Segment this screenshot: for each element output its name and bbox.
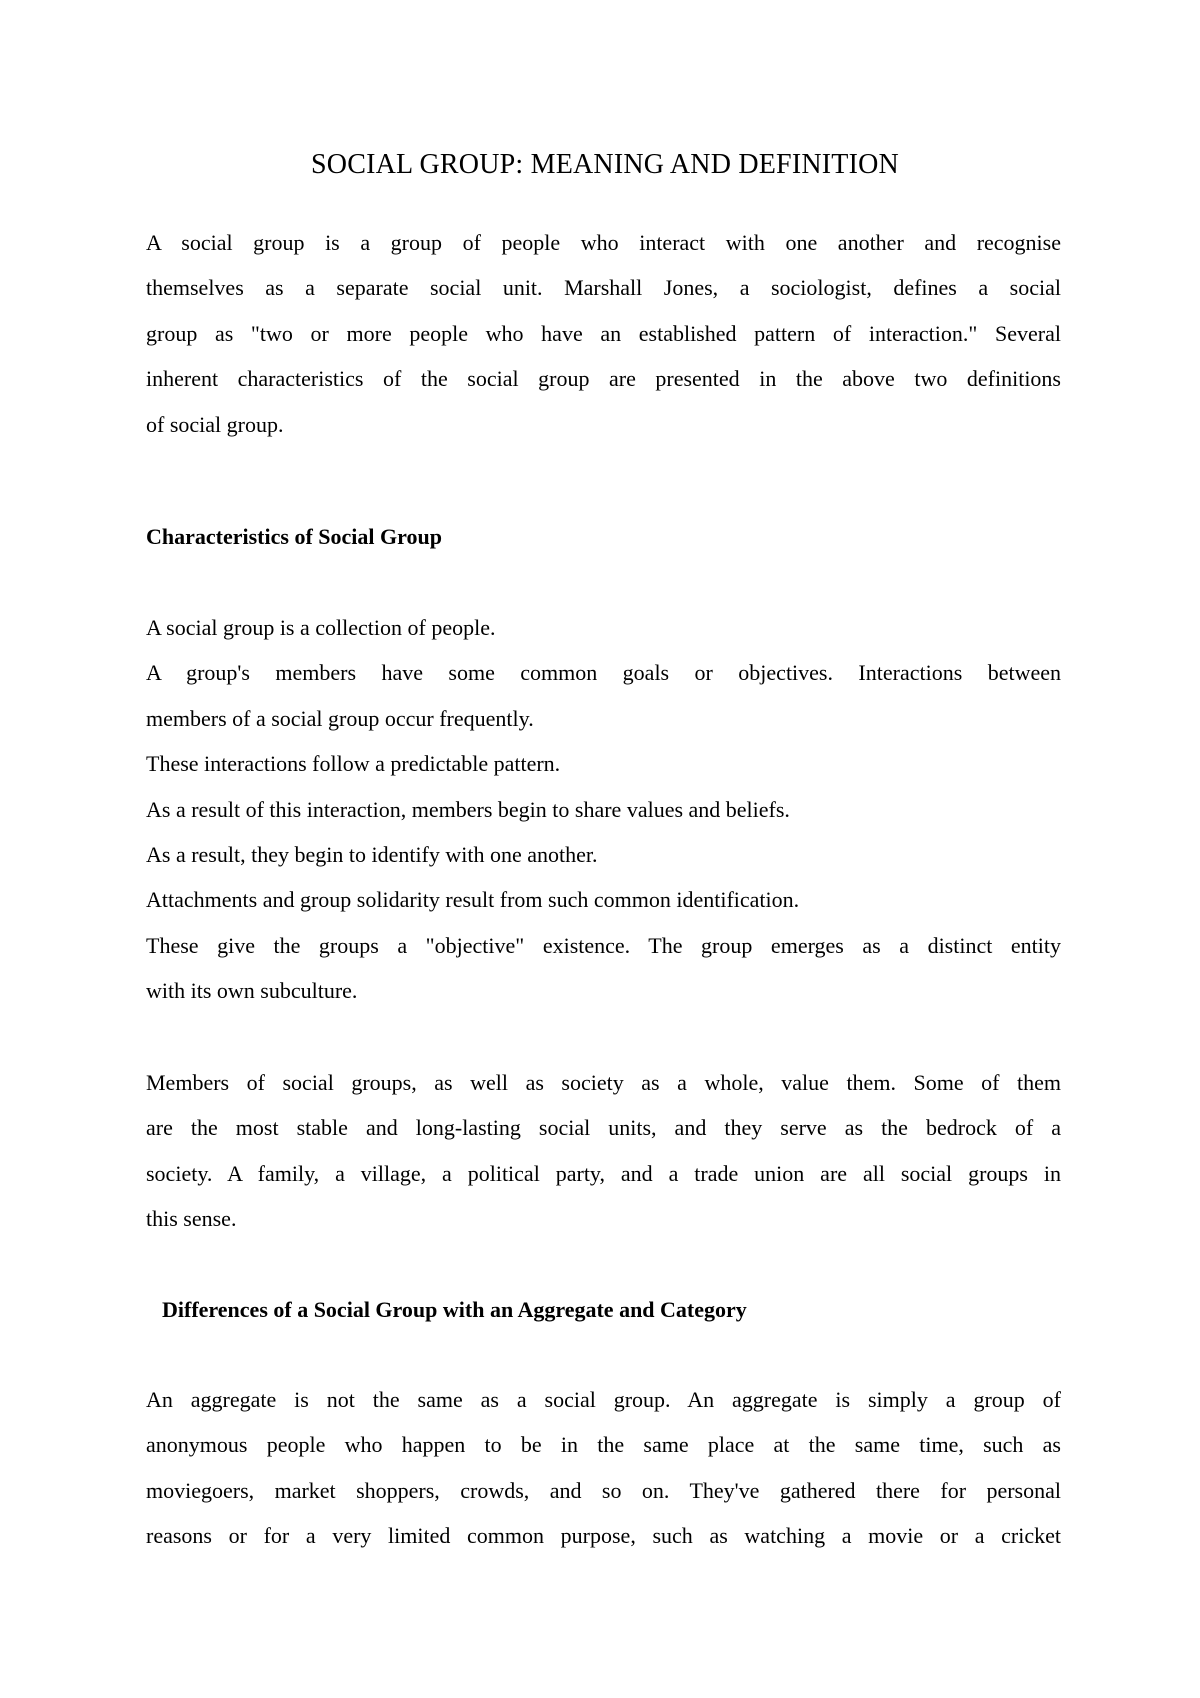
intro-line: A social group is a group of people who interact with one another and recognise: [146, 230, 1061, 255]
differences-heading: Differences of a Social Group with an Aggregate and Category: [162, 1297, 747, 1322]
members-line: Members of social groups, as well as society as a whole, value them. Some of them: [146, 1070, 1061, 1095]
intro-line: themselves as a separate social unit. Marshall Jones, a sociologist, defines a social: [146, 275, 1061, 301]
members-line: are the most stable and long-lasting social units, and they serve as the bedrock of a: [146, 1115, 1061, 1141]
characteristic-line: These interactions follow a predictable pattern.: [146, 751, 561, 777]
intro-line: group as "two or more people who have an established pattern of interaction." Several: [146, 320, 1061, 346]
characteristic-line: A social group is a collection of people.: [146, 615, 496, 640]
differences-paragraph: [146, 1377, 1061, 1559]
differences-line: reasons or for a very limited common purpose, such as watching a movie or a cricket: [146, 1523, 1061, 1549]
characteristic-line: members of a social group occur frequently.: [146, 705, 534, 731]
members-line: this sense.: [146, 1206, 237, 1232]
characteristic-line: As a result, they begin to identify with one another.: [146, 841, 598, 867]
intro-line: inherent characteristics of the social group are presented in the above two definitions: [146, 366, 1061, 392]
characteristic-line: A group's members have some common goals or objectives. Interactions between: [146, 660, 1061, 686]
differences-line: moviegoers, market shoppers, crowds, and so on. They've gathered there for personal: [146, 1477, 1061, 1503]
characteristic-line: These give the groups a "objective" existence. The group emerges as a distinct entity: [146, 932, 1061, 958]
differences-line: anonymous people who happen to be in the same place at the same time, such as: [146, 1432, 1061, 1458]
characteristics-list: [146, 605, 1061, 1014]
characteristic-line: with its own subculture.: [146, 978, 358, 1004]
characteristic-line: As a result of this interaction, members begin to share values and beliefs.: [146, 796, 790, 822]
differences-line: An aggregate is not the same as a social group. An aggregate is simply a group of: [146, 1387, 1061, 1412]
intro-line: of social group.: [146, 411, 284, 437]
intro-paragraph: [146, 220, 1061, 447]
members-paragraph: [146, 1060, 1061, 1242]
members-line: society. A family, a village, a political party, and a trade union are all social groups in: [146, 1160, 1061, 1186]
characteristic-line: Attachments and group solidarity result from such common identification.: [146, 887, 800, 913]
document-title: SOCIAL GROUP: MEANING AND DEFINITION: [311, 149, 899, 180]
characteristics-heading: Characteristics of Social Group: [146, 524, 442, 549]
